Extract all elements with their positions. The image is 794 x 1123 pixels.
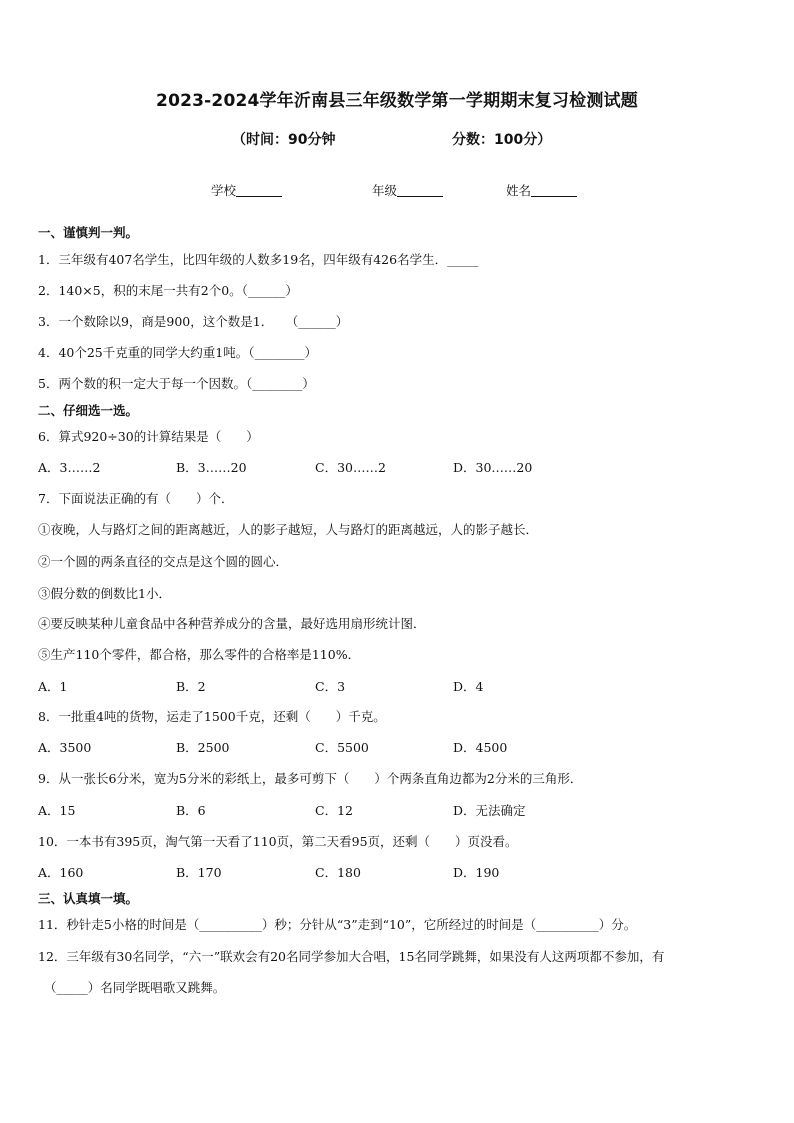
- school-label: 学校: [211, 183, 237, 198]
- q7-statement-2: ②一个圆的两条直径的交点是这个圆的圆心．: [38, 554, 289, 569]
- q9-option-d: D．无法确定: [453, 803, 526, 818]
- q6-option-b: B．3……20: [176, 460, 247, 475]
- exam-score: 分数：100分）: [452, 132, 552, 148]
- question-12-line-2: （_____）名同学既唱歌又跳舞。: [44, 980, 226, 995]
- question-2: 2．140×5，积的末尾一共有2个0。（______）: [38, 283, 298, 298]
- q6-option-c: C．30……2: [315, 460, 386, 475]
- question-8: 8．一批重4吨的货物，运走了1500千克，还剩（ ）千克。: [38, 709, 386, 724]
- q10-option-b: B．170: [176, 865, 222, 880]
- name-label: 姓名: [506, 183, 532, 198]
- q8-option-c: C．5500: [315, 740, 369, 755]
- section-heading-1: 一、谨慎判一判。: [38, 225, 139, 240]
- q6-option-a: A．3……2: [38, 460, 101, 475]
- question-9: 9．从一张长6分米，宽为5分米的彩纸上，最多可剪下（ ）个两条直角边都为2分米的三角形．: [38, 771, 583, 786]
- q9-option-b: B．6: [176, 803, 206, 818]
- q7-option-b: B．2: [176, 679, 206, 694]
- question-5: 5．两个数的积一定大于每一个因数。（________）: [38, 376, 315, 391]
- section-heading-3: 三、认真填一填。: [38, 891, 139, 906]
- q7-statement-4: ④要反映某种儿童食品中各种营养成分的含量，最好选用扇形统计图．: [38, 616, 426, 631]
- grade-label: 年级: [372, 183, 398, 198]
- q8-option-a: A．3500: [38, 740, 92, 755]
- q8-option-b: B．2500: [176, 740, 230, 755]
- exam-time: （时间：90分钟: [232, 132, 336, 148]
- section-heading-2: 二、仔细选一选。: [38, 403, 139, 418]
- q7-statement-5: ⑤生产110个零件，都合格，那么零件的合格率是110%．: [38, 647, 361, 662]
- q7-option-c: C．3: [315, 679, 346, 694]
- q10-option-c: C．180: [315, 865, 361, 880]
- question-10: 10．一本书有395页，淘气第一天看了110页，第二天看95页，还剩（ ）页没看。: [38, 834, 518, 849]
- question-1: 1．三年级有407名学生，比四年级的人数多19名，四年级有426名学生．_____: [38, 252, 479, 267]
- q10-option-a: A．160: [38, 865, 84, 880]
- q10-option-d: D．190: [453, 865, 500, 880]
- q7-statement-3: ③假分数的倒数比1小．: [38, 586, 171, 601]
- page-title: 2023-2024学年沂南县三年级数学第一学期期末复习检测试题: [156, 91, 638, 111]
- q7-option-a: A．1: [38, 679, 68, 694]
- question-3: 3．一个数除以9，商是900，这个数是1． （______）: [38, 314, 349, 329]
- q6-option-d: D．30……20: [453, 460, 533, 475]
- grade-blank: [397, 184, 443, 197]
- question-7: 7．下面说法正确的有（ ）个．: [38, 491, 234, 506]
- q9-option-a: A．15: [38, 803, 76, 818]
- question-11: 11．秒针走5小格的时间是（__________）秒；分针从“3”走到“10”，它所经过的时间是（__________）分。: [38, 917, 637, 932]
- question-12-line-1: 12．三年级有30名同学，“六一”联欢会有20名同学参加大合唱，15名同学跳舞，如果没有人这两项都不参加，有: [38, 949, 665, 964]
- question-6: 6．算式920÷30的计算结果是（ ）: [38, 429, 259, 444]
- grade-field: [372, 181, 443, 199]
- school-field: [211, 181, 282, 199]
- school-blank: [236, 184, 282, 197]
- question-4: 4．40个25千克重的同学大约重1吨。（________）: [38, 345, 317, 360]
- q9-option-c: C．12: [315, 803, 353, 818]
- q7-statement-1: ①夜晚，人与路灯之间的距离越近，人的影子越短，人与路灯的距离越远，人的影子越长．: [38, 522, 539, 537]
- name-field: [506, 181, 577, 199]
- q8-option-d: D．4500: [453, 740, 508, 755]
- name-blank: [531, 184, 577, 197]
- q7-option-d: D．4: [453, 679, 484, 694]
